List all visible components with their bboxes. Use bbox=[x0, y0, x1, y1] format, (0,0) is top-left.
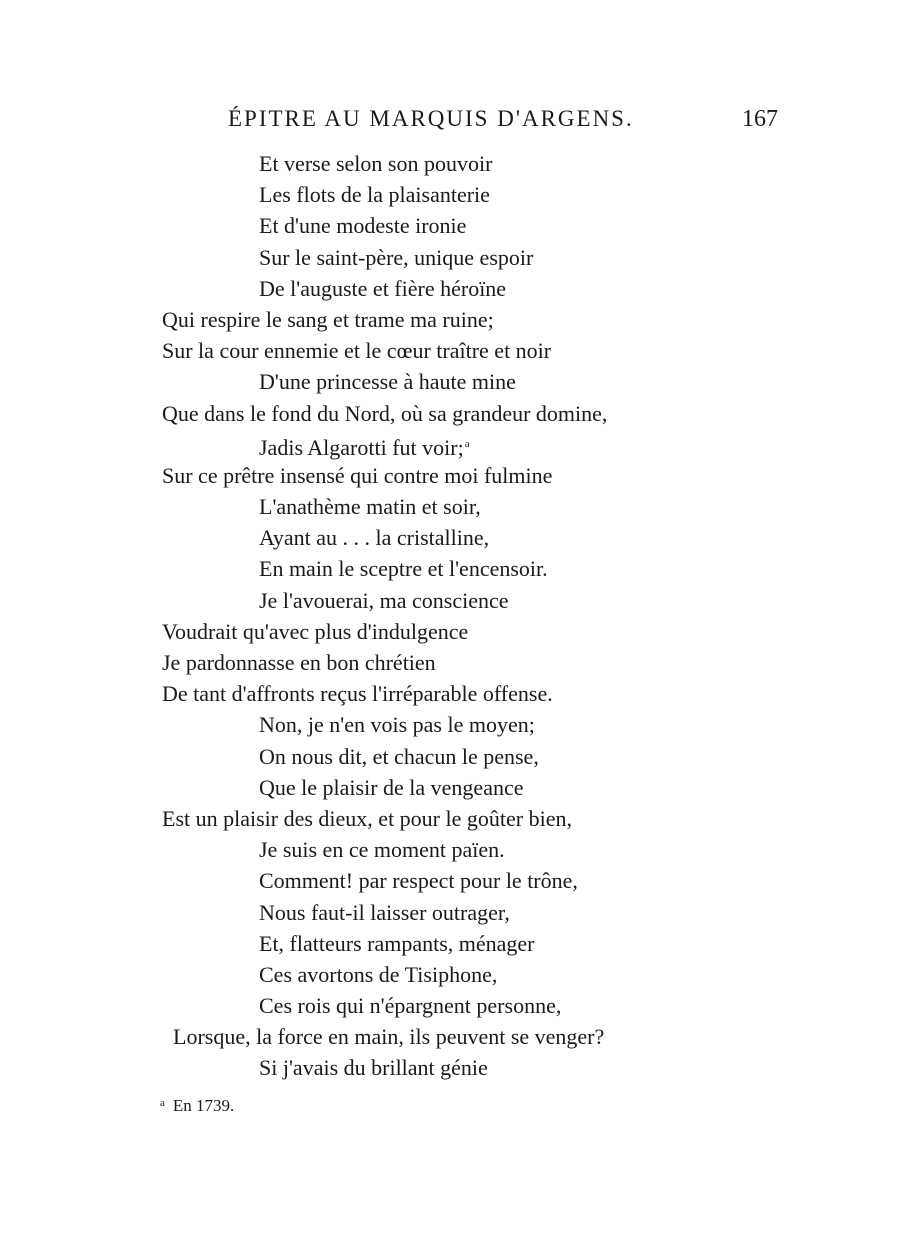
verse-line: Qui respire le sang et trame ma ruine; bbox=[162, 306, 494, 332]
verse-line: Sur ce prêtre insensé qui contre moi fulmine bbox=[162, 462, 553, 488]
verse-line: Ces rois qui n'épargnent personne, bbox=[259, 993, 562, 1019]
verse-line: Et, flatteurs rampants, ménager bbox=[259, 930, 535, 956]
running-head: ÉPITRE AU MARQUIS D'ARGENS. bbox=[228, 106, 634, 131]
verse-line: Sur le saint-père, unique espoir bbox=[259, 244, 534, 270]
verse-line: On nous dit, et chacun le pense, bbox=[259, 743, 539, 769]
verse-line: Ayant au . . . la cristalline, bbox=[259, 525, 490, 551]
verse-line: En main le sceptre et l'encensoir. bbox=[259, 556, 548, 582]
verse-line: Nous faut-il laisser outrager, bbox=[259, 899, 510, 925]
verse-line: Si j'avais du brillant génie bbox=[259, 1055, 488, 1081]
poem bbox=[0, 148, 900, 1084]
verse-line: De l'auguste et fière héroïne bbox=[259, 275, 507, 301]
verse-line: Je l'avouerai, ma conscience bbox=[259, 587, 509, 613]
verse-line: L'anathème matin et soir, bbox=[259, 494, 481, 520]
verse-line: Que le plaisir de la vengeance bbox=[259, 774, 524, 800]
verse-line: Est un plaisir des dieux, et pour le goûter bien, bbox=[162, 805, 572, 831]
verse-line: Je pardonnasse en bon chrétien bbox=[162, 650, 436, 675]
footnote-marker: a bbox=[160, 1097, 165, 1109]
verse-line: Comment! par respect pour le trône, bbox=[259, 868, 578, 894]
verse-line: Je suis en ce moment païen. bbox=[259, 837, 505, 863]
verse-text: Jadis Algarotti fut voir; bbox=[259, 434, 464, 460]
verse-line: Non, je n'en vois pas le moyen; bbox=[259, 712, 535, 738]
verse-line: Ces avortons de Tisiphone, bbox=[259, 961, 498, 987]
verse-line: Et d'une modeste ironie bbox=[259, 213, 467, 239]
verse-line: Que dans le fond du Nord, où sa grandeur domine, bbox=[162, 400, 608, 426]
verse-line: D'une princesse à haute mine bbox=[259, 369, 516, 395]
verse-line: Lorsque, la force en main, ils peuvent se venger? bbox=[173, 1024, 605, 1050]
footnote bbox=[160, 1096, 234, 1116]
verse-line: Les flots de la plaisanterie bbox=[259, 182, 490, 208]
verse-line bbox=[0, 429, 900, 460]
page-number: 167 bbox=[742, 106, 778, 132]
verse-line: Sur la cour ennemie et le cœur traître et noir bbox=[162, 338, 552, 364]
verse-line: Et verse selon son pouvoir bbox=[259, 151, 493, 176]
verse-line: De tant d'affronts reçus l'irréparable offense. bbox=[162, 681, 553, 707]
footnote-reference: a bbox=[464, 437, 470, 450]
verse-line: Voudrait qu'avec plus d'indulgence bbox=[162, 618, 469, 644]
footnote-text: En 1739. bbox=[172, 1096, 235, 1115]
